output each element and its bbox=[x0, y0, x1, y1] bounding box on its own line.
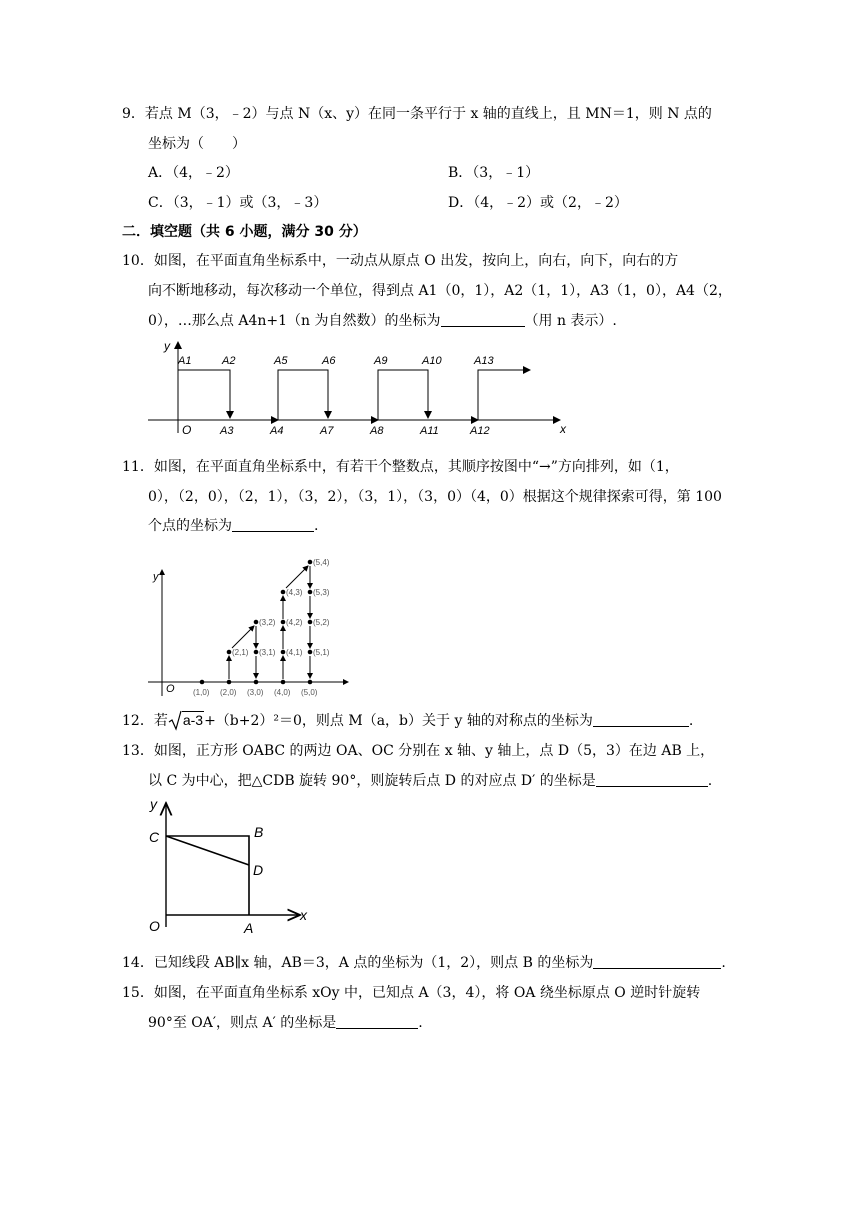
q11-point-label-5-3: (5,3) bbox=[313, 588, 330, 597]
q10-point-label-a7: A7 bbox=[320, 425, 334, 437]
q11-point-label-4-1: (4,1) bbox=[286, 648, 303, 657]
q11-point-5-1 bbox=[308, 650, 313, 655]
q13-x-label: x bbox=[300, 907, 307, 923]
q11-point-label-5-0: (5,0) bbox=[301, 688, 318, 697]
q12-sqrt bbox=[168, 710, 204, 731]
q11-line3-text: 个点的坐标为 bbox=[148, 518, 232, 534]
section-heading: 二．填空题（共 6 小题，满分 30 分） bbox=[122, 224, 367, 240]
q11-point-label-4-0: (4,0) bbox=[274, 688, 291, 697]
q10-answer-blank[interactable] bbox=[441, 312, 525, 327]
q10-point-label-a6: A6 bbox=[322, 355, 336, 367]
q9-option-d: D．（4，﹣2）或（2，﹣2） bbox=[448, 195, 628, 211]
q12-end: . bbox=[688, 713, 694, 729]
q11-point-label-5-1: (5,1) bbox=[313, 648, 330, 657]
q10-line3-end: （用 n 表示）. bbox=[524, 313, 617, 329]
q13-line1: 13．如图，正方形 OABC 的两边 OA、OC 分别在 x 轴、y 轴上，点 D（5，3）在边 AB 上， bbox=[122, 743, 715, 759]
q10-x-label: x bbox=[560, 422, 566, 436]
q13-line2-end: . bbox=[707, 773, 713, 789]
q11-line1: 11．如图，在平面直角坐标系中，有若干个整数点，其顺序按图中“→”方向排列，如（1， bbox=[122, 459, 679, 475]
q13-c-label: C bbox=[149, 829, 160, 845]
q10-line1: 10．如图，在平面直角坐标系中，一动点从原点 O 出发，按向上，向右，向下，向右的方 bbox=[122, 253, 679, 269]
q11-point-label-4-3: (4,3) bbox=[286, 588, 303, 597]
q14-text: 14．已知线段 AB∥x 轴，AB＝3，A 点的坐标为（1，2），则点 B 的坐标为 bbox=[122, 955, 594, 971]
q14-line bbox=[122, 953, 726, 973]
q12-radicand: a-3 bbox=[182, 712, 204, 728]
q14-end: . bbox=[721, 955, 726, 971]
q13-line2-text: 以 C 为中心，把△CDB 旋转 90°，则旋转后点 D 的对应点 D′ 的坐标是 bbox=[148, 773, 596, 789]
q11-line3-end: . bbox=[314, 518, 319, 534]
q10-point-label-a12: A12 bbox=[470, 425, 490, 437]
q11-point-2-1 bbox=[227, 650, 232, 655]
q11-point-label-3-1: (3,1) bbox=[259, 648, 276, 657]
q10-point-label-a8: A8 bbox=[370, 425, 384, 437]
q9-option-b: B．（3，﹣1） bbox=[448, 165, 540, 181]
q10-figure bbox=[148, 338, 568, 438]
q10-point-label-a4: A4 bbox=[270, 425, 284, 437]
q11-point-1-0 bbox=[200, 680, 205, 685]
q10-origin-label: O bbox=[182, 423, 192, 437]
q11-point-label-4-2: (4,2) bbox=[286, 618, 303, 627]
q15-line1: 15．如图，在平面直角坐标系 xOy 中，已知点 A（3，4），将 OA 绕坐标原点 O 逆时针旋转 bbox=[122, 985, 701, 1001]
q13-a-label: A bbox=[244, 920, 254, 936]
q11-figure bbox=[148, 540, 368, 700]
q10-point-label-a1: A1 bbox=[178, 355, 192, 367]
q13-o-label: O bbox=[149, 918, 160, 934]
q10-point-label-a10: A10 bbox=[422, 355, 442, 367]
radical-sign-icon bbox=[168, 710, 182, 730]
q11-point-label-2-1: (2,1) bbox=[232, 648, 249, 657]
q11-arrow-diag-4 bbox=[286, 566, 308, 588]
q13-y-label: y bbox=[150, 796, 157, 812]
q11-point-label-3-2: (3,2) bbox=[259, 618, 276, 627]
q11-point-4-1 bbox=[281, 650, 286, 655]
q10-line2: 向不断地移动，每次移动一个单位，得到点 A1（0，1），A2（1，1），A3（1，0），A4（2， bbox=[148, 283, 732, 299]
q13-line2 bbox=[148, 771, 712, 791]
q11-point-2-0 bbox=[227, 680, 232, 685]
q11-point-4-3 bbox=[281, 590, 286, 595]
q10-point-label-a11: A11 bbox=[420, 425, 439, 437]
q10-y-label: y bbox=[164, 339, 170, 353]
q12-prefix: 12．若 bbox=[122, 713, 168, 729]
q10-line3-text: 0），…那么点 A4n+1（n 为自然数）的坐标为 bbox=[148, 313, 441, 329]
q11-point-label-2-0: (2,0) bbox=[220, 688, 237, 697]
q11-point-label-1-0: (1,0) bbox=[193, 688, 210, 697]
q11-point-5-3 bbox=[308, 590, 313, 595]
q9-line2: 坐标为（ ） bbox=[148, 136, 246, 152]
q10-point-label-a3: A3 bbox=[220, 425, 234, 437]
q10-line3 bbox=[148, 311, 617, 331]
q11-line2: 0），（2，0），（2，1），（3，2），（3，1），（3，0）（4，0）根据这个规律探索可得，第 100 bbox=[148, 489, 722, 505]
q12-rest: +（b+2）²＝0，则点 M（a，b）关于 y 轴的对称点的坐标为 bbox=[204, 713, 593, 729]
q10-point-label-a13: A13 bbox=[474, 355, 494, 367]
q11-y-label: y bbox=[153, 571, 159, 583]
q11-arrow-diag-2 bbox=[232, 626, 254, 648]
q11-point-3-1 bbox=[254, 650, 259, 655]
q11-point-4-0 bbox=[281, 680, 286, 685]
q11-point-label-3-0: (3,0) bbox=[247, 688, 264, 697]
q11-origin-label: O bbox=[166, 683, 175, 695]
q13-d-label: D bbox=[253, 862, 264, 878]
q13-b-label: B bbox=[254, 824, 264, 840]
q11-point-3-2 bbox=[254, 620, 259, 625]
q10-point-label-a2: A2 bbox=[222, 355, 236, 367]
q10-point-label-a5: A5 bbox=[274, 355, 288, 367]
q15-line2 bbox=[148, 1013, 423, 1033]
q11-point-4-2 bbox=[281, 620, 286, 625]
q11-point-label-5-4: (5,4) bbox=[313, 558, 330, 567]
q11-point-5-0 bbox=[308, 680, 313, 685]
q12-line bbox=[122, 710, 693, 731]
q11-line3 bbox=[148, 516, 318, 536]
q9-option-c: C．（3，﹣1）或（3，﹣3） bbox=[148, 195, 328, 211]
q14-answer-blank[interactable] bbox=[593, 954, 721, 969]
q11-point-3-0 bbox=[254, 680, 259, 685]
q11-point-label-5-2: (5,2) bbox=[313, 618, 330, 627]
q15-line2-end: . bbox=[418, 1015, 423, 1031]
q15-answer-blank[interactable] bbox=[336, 1014, 418, 1029]
q11-point-5-2 bbox=[308, 620, 313, 625]
q15-line2-text: 90°至 OA′，则点 A′ 的坐标是 bbox=[148, 1015, 337, 1031]
q11-answer-blank[interactable] bbox=[232, 517, 314, 532]
q13-figure bbox=[146, 795, 316, 935]
q13-answer-blank[interactable] bbox=[596, 772, 708, 787]
q10-point-label-a9: A9 bbox=[374, 355, 388, 367]
q11-point-5-4 bbox=[308, 560, 313, 565]
q12-answer-blank[interactable] bbox=[593, 712, 689, 727]
q9-line1: 9．若点 M（3，﹣2）与点 N（x、y）在同一条平行于 x 轴的直线上，且 MN＝1，则 N 点的 bbox=[122, 106, 712, 122]
q9-option-a: A．（4，﹣2） bbox=[148, 165, 239, 181]
